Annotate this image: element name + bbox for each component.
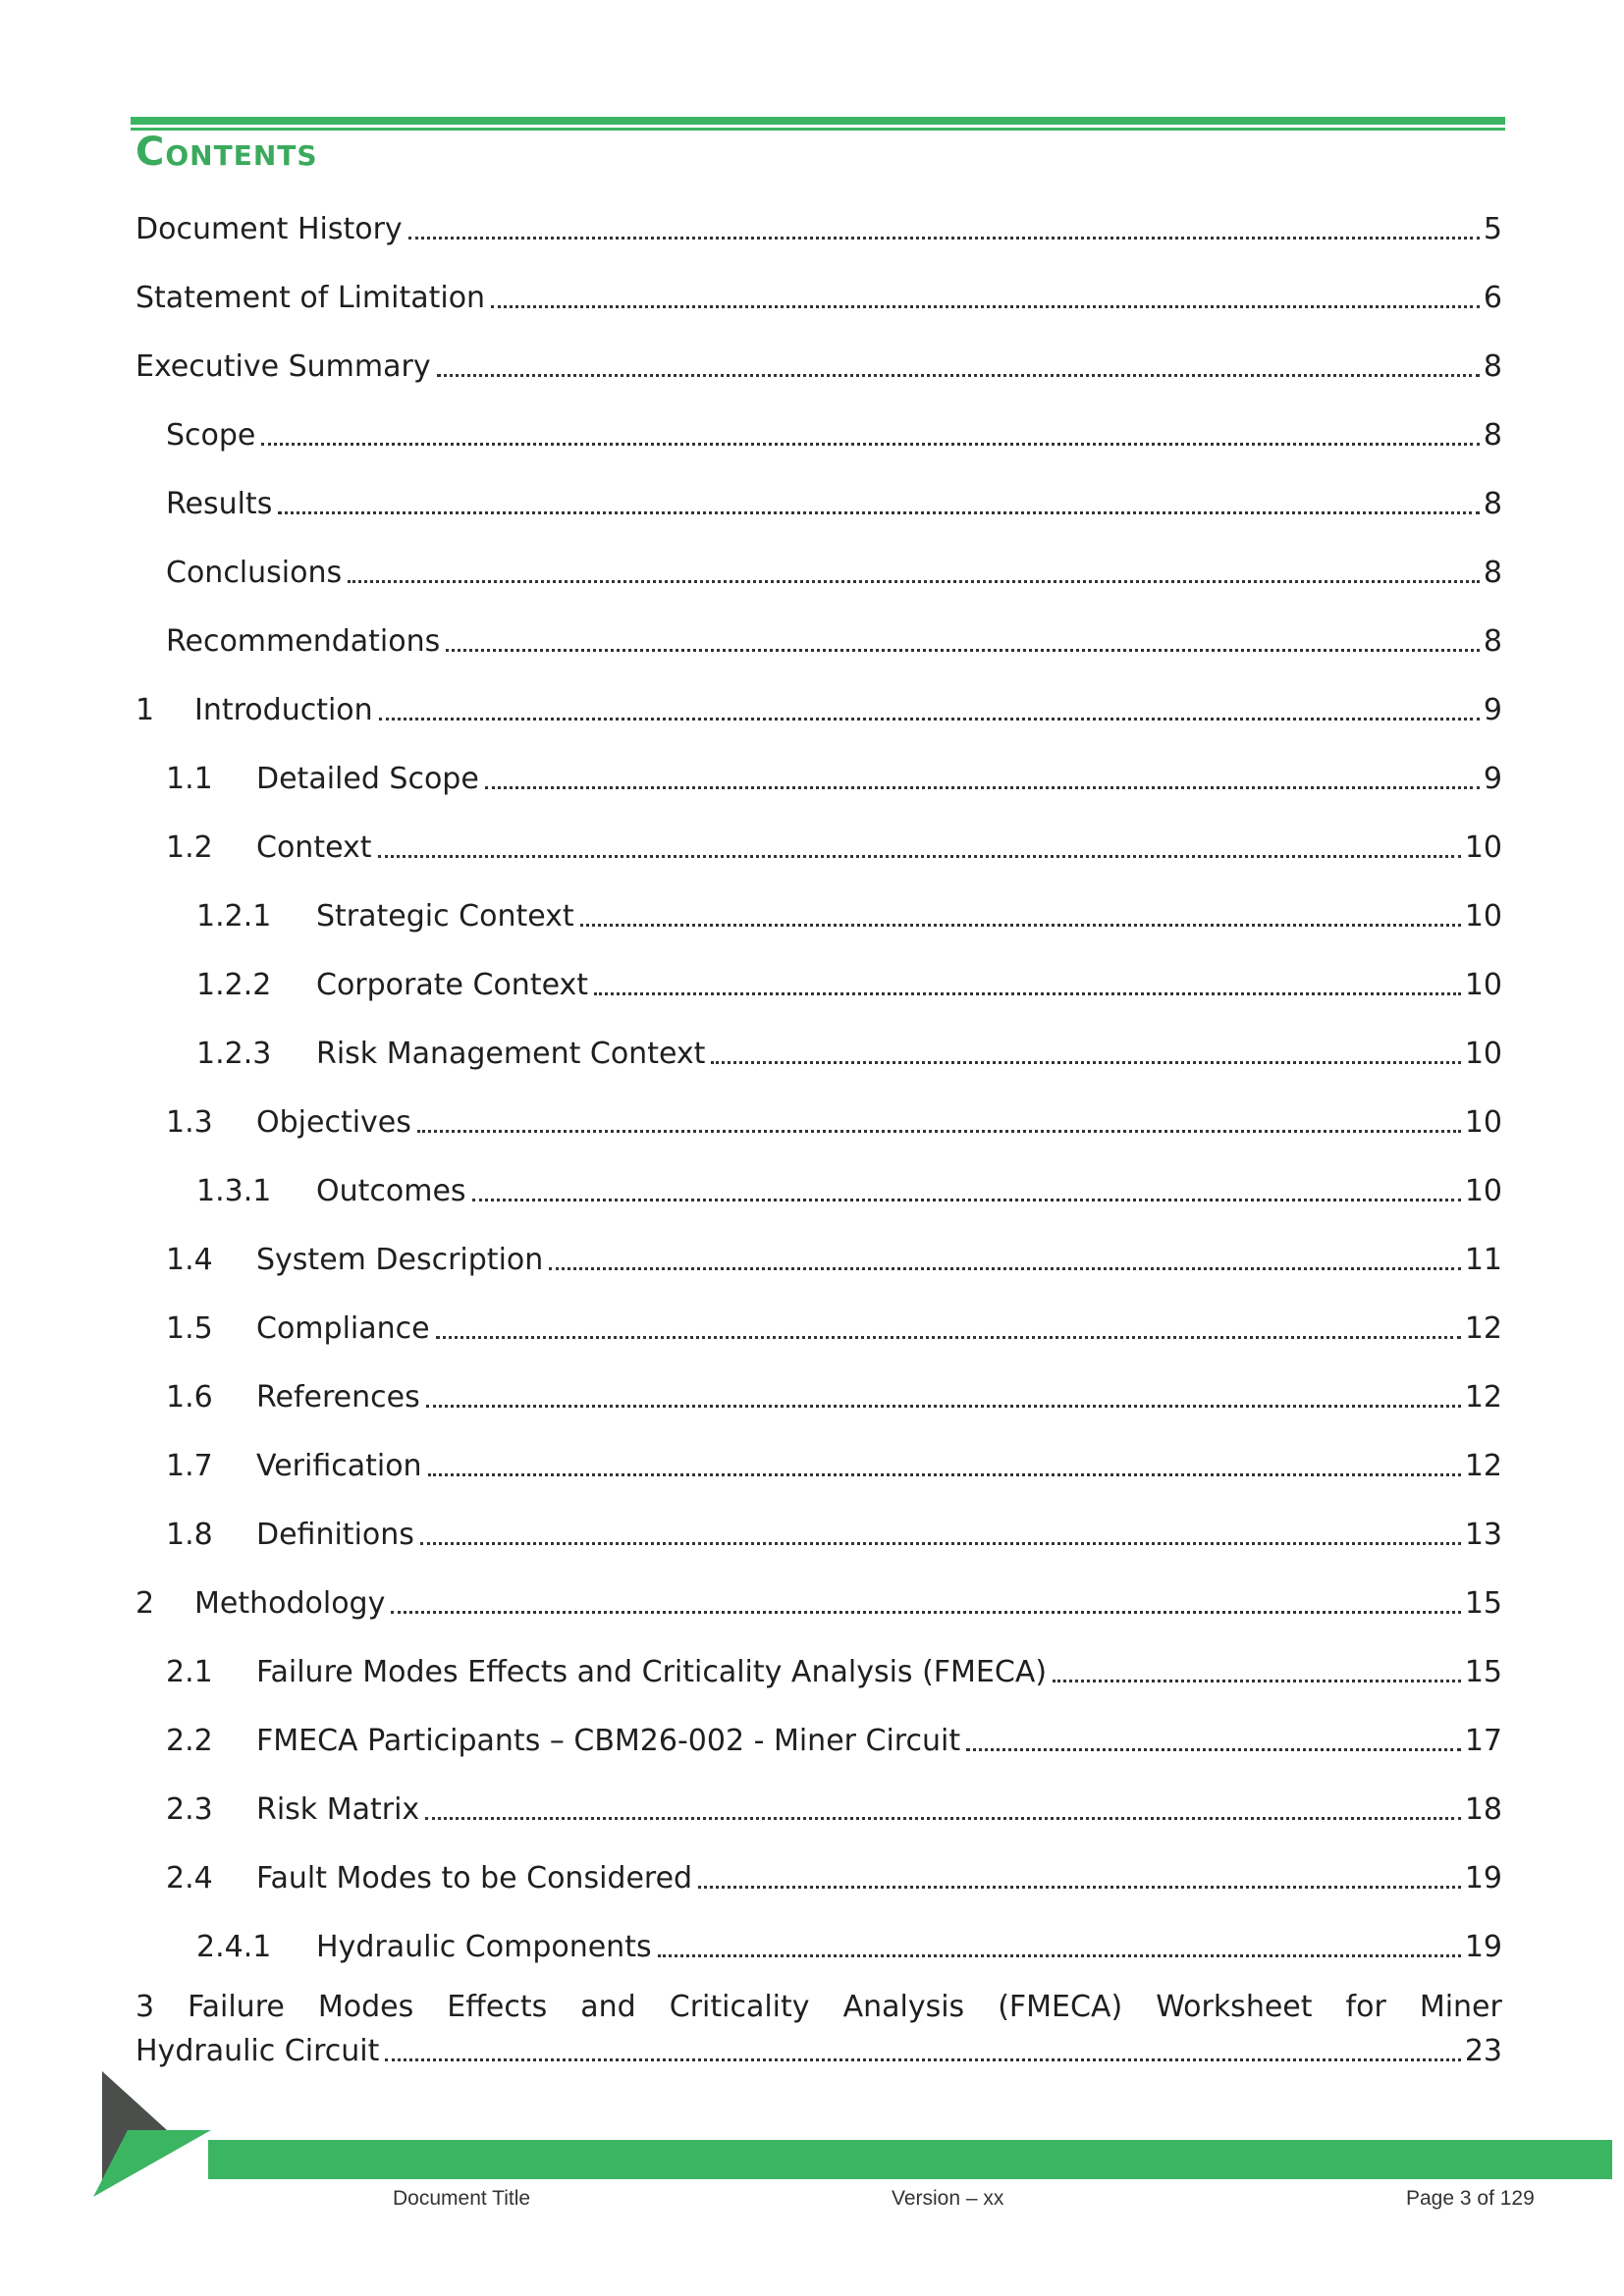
toc-dot-leader (549, 1266, 1461, 1270)
company-logo-icon (88, 2071, 226, 2208)
toc-entry-title: Detailed Scope (256, 762, 479, 796)
toc-entry-number: 1.8 (166, 1518, 213, 1552)
toc-entry-page: 10 (1464, 899, 1502, 934)
header-rule-thin (131, 128, 1505, 131)
toc-entry-number: 1.3 (166, 1105, 213, 1140)
toc-dot-leader (379, 717, 1480, 721)
toc-entry-title: Hydraulic Circuit (135, 2034, 380, 2068)
toc-entry-page: 10 (1464, 1105, 1502, 1140)
toc-entry[interactable] (135, 270, 1502, 315)
footer-document-title: Document Title (393, 2187, 531, 2210)
toc-entry-number: 1.1 (166, 762, 213, 796)
toc-entry-page: 8 (1483, 556, 1502, 590)
toc-entry-title-word: Modes (317, 1990, 414, 2024)
toc-entry-title-word: for (1345, 1990, 1386, 2024)
toc-entry[interactable] (135, 1369, 1502, 1415)
toc-entry[interactable] (135, 1026, 1502, 1071)
toc-dot-leader (426, 1404, 1461, 1408)
toc-dot-leader (472, 1198, 1461, 1201)
toc-entry-number: 1.3.1 (196, 1174, 272, 1208)
toc-dot-leader (420, 1541, 1461, 1545)
toc-entry-page: 6 (1483, 281, 1502, 315)
toc-entry-title: Failure Modes Effects and Criticality Analysis (FMECA) (256, 1655, 1048, 1689)
toc-entry-title-word: Worksheet (1156, 1990, 1313, 2024)
toc-dot-leader (378, 854, 1461, 858)
toc-entry-number: 2.3 (166, 1792, 213, 1827)
toc-entry-title: Risk Matrix (256, 1792, 420, 1827)
toc-entry-page: 8 (1483, 624, 1502, 659)
toc-entry[interactable] (135, 1163, 1502, 1208)
toc-dot-leader (391, 1610, 1460, 1614)
toc-entry-page: 18 (1464, 1792, 1502, 1827)
toc-entry-number: 1 (135, 693, 155, 727)
toc-entry-number: 1.2.3 (196, 1037, 272, 1071)
toc-entry[interactable] (135, 339, 1502, 384)
toc-entry-title-word: Effects (447, 1990, 548, 2024)
toc-entry-page: 10 (1464, 1174, 1502, 1208)
toc-entry-page: 5 (1483, 212, 1502, 246)
toc-dot-leader (417, 1129, 1461, 1133)
toc-entry-page: 15 (1464, 1655, 1502, 1689)
footer-page-number: Page 3 of 129 (1406, 2187, 1535, 2210)
toc-entry-title: Results (166, 487, 273, 521)
toc-entry-title: Definitions (256, 1518, 414, 1552)
toc-entry-page: 12 (1464, 1380, 1502, 1415)
toc-entry-title-word: Analysis (842, 1990, 965, 2024)
toc-entry-title: Statement of Limitation (135, 281, 486, 315)
toc-entry-number: 2.4 (166, 1861, 213, 1896)
toc-dot-leader (428, 1472, 1461, 1476)
toc-dot-leader (698, 1885, 1461, 1889)
toc-dot-leader (491, 304, 1480, 308)
toc-entry[interactable] (135, 1507, 1502, 1552)
toc-entry[interactable] (135, 751, 1502, 796)
toc-entry-page: 10 (1464, 1037, 1502, 1071)
toc-entry-number: 1.2.1 (196, 899, 272, 934)
toc-entry-number: 2 (135, 1586, 155, 1621)
toc-entry-page: 23 (1464, 2034, 1502, 2068)
toc-entry-title-word: Failure (188, 1990, 285, 2024)
toc-entry[interactable] (135, 1850, 1502, 1896)
toc-entry-page: 12 (1464, 1311, 1502, 1346)
toc-entry-title-word: Criticality (669, 1990, 810, 2024)
toc-entry-title: Objectives (256, 1105, 411, 1140)
toc-entry-page: 8 (1483, 349, 1502, 384)
toc-entry-page: 8 (1483, 487, 1502, 521)
toc-entry-title: FMECA Participants – CBM26-002 - Miner Circuit (256, 1724, 961, 1758)
toc-entry-number: 1.2 (166, 830, 213, 865)
toc-entry-number: 1.7 (166, 1449, 213, 1483)
toc-entry-page: 19 (1464, 1930, 1502, 1964)
toc-entry-number: 3 (135, 1990, 155, 2024)
toc-entry[interactable] (135, 957, 1502, 1002)
toc-entry[interactable] (135, 820, 1502, 865)
toc-entry-title: Recommendations (166, 624, 441, 659)
toc-dot-leader (348, 579, 1480, 583)
toc-entry[interactable] (135, 1713, 1502, 1758)
toc-entry-page: 9 (1483, 762, 1502, 796)
toc-entry[interactable] (135, 201, 1502, 246)
toc-entry-number: 2.2 (166, 1724, 213, 1758)
toc-entry-page: 12 (1464, 1449, 1502, 1483)
toc-entry[interactable] (135, 682, 1502, 727)
toc-dot-leader (658, 1953, 1461, 1957)
toc-entry[interactable] (135, 1575, 1502, 1621)
toc-entry-title: Conclusions (166, 556, 343, 590)
toc-entry-wrapped-line1[interactable] (135, 1990, 1502, 2024)
toc-entry[interactable] (135, 476, 1502, 521)
toc-entry-number: 1.5 (166, 1311, 213, 1346)
toc-entry-page: 10 (1464, 830, 1502, 865)
toc-entry-page: 8 (1483, 418, 1502, 453)
toc-entry[interactable] (135, 1919, 1502, 1964)
toc-entry-wrapped-line2[interactable] (135, 2023, 1502, 2068)
toc-dot-leader (385, 2057, 1460, 2061)
toc-dot-leader (446, 648, 1480, 652)
toc-entry-title: Verification (256, 1449, 422, 1483)
toc-entry-page: 17 (1464, 1724, 1502, 1758)
footer-band (208, 2140, 1612, 2179)
toc-entry-title: References (256, 1380, 420, 1415)
toc-entry-title: Scope (166, 418, 256, 453)
toc-dot-leader (408, 236, 1480, 240)
toc-entry[interactable] (135, 1301, 1502, 1346)
toc-entry[interactable] (135, 407, 1502, 453)
toc-dot-leader (485, 785, 1480, 789)
toc-entry-title: Strategic Context (316, 899, 574, 934)
toc-dot-leader (437, 373, 1480, 377)
toc-entry[interactable] (135, 545, 1502, 590)
toc-entry-title: Methodology (194, 1586, 386, 1621)
toc-dot-leader (966, 1747, 1461, 1751)
toc-entry[interactable] (135, 888, 1502, 934)
toc-entry[interactable] (135, 1644, 1502, 1689)
toc-entry[interactable] (135, 1232, 1502, 1277)
toc-dot-leader (580, 923, 1461, 927)
toc-entry-page: 19 (1464, 1861, 1502, 1896)
toc-dot-leader (261, 442, 1480, 446)
toc-entry[interactable] (135, 1782, 1502, 1827)
toc-entry-number: 1.6 (166, 1380, 213, 1415)
toc-entry-title: Introduction (194, 693, 373, 727)
toc-entry[interactable] (135, 614, 1502, 659)
toc-dot-leader (425, 1816, 1461, 1820)
toc-entry-number: 1.4 (166, 1243, 213, 1277)
toc-entry-title: Compliance (256, 1311, 430, 1346)
toc-dot-leader (1053, 1679, 1461, 1682)
toc-entry-title-word: (FMECA) (998, 1990, 1123, 2024)
toc-entry-title: Executive Summary (135, 349, 431, 384)
toc-entry-number: 2.4.1 (196, 1930, 272, 1964)
toc-dot-leader (278, 510, 1480, 514)
toc-entry-title-word: and (580, 1990, 636, 2024)
toc-entry-page: 9 (1483, 693, 1502, 727)
toc-entry-title: Fault Modes to be Considered (256, 1861, 693, 1896)
toc-entry-title: Risk Management Context (316, 1037, 706, 1071)
toc-entry[interactable] (135, 1095, 1502, 1140)
toc-entry-page: 13 (1464, 1518, 1502, 1552)
toc-dot-leader (436, 1335, 1461, 1339)
toc-dot-leader (711, 1060, 1460, 1064)
toc-entry-title: System Description (256, 1243, 544, 1277)
toc-entry-number: 2.1 (166, 1655, 213, 1689)
toc-entry-title-word: Miner (1419, 1990, 1502, 2024)
page-title: Contents (135, 130, 318, 175)
toc-entry-title: Outcomes (316, 1174, 466, 1208)
toc-entry-title: Document History (135, 212, 403, 246)
toc-entry[interactable] (135, 1438, 1502, 1483)
toc-entry-title: Corporate Context (316, 968, 589, 1002)
toc-entry-page: 11 (1464, 1243, 1502, 1277)
header-rule (131, 117, 1505, 125)
toc-dot-leader (594, 991, 1461, 995)
toc-entry-title: Hydraulic Components (316, 1930, 652, 1964)
toc-entry-title: Context (256, 830, 372, 865)
footer-version: Version – xx (892, 2187, 1004, 2210)
toc-entry-number: 1.2.2 (196, 968, 272, 1002)
toc-entry-page: 10 (1464, 968, 1502, 1002)
toc-entry-page: 15 (1464, 1586, 1502, 1621)
